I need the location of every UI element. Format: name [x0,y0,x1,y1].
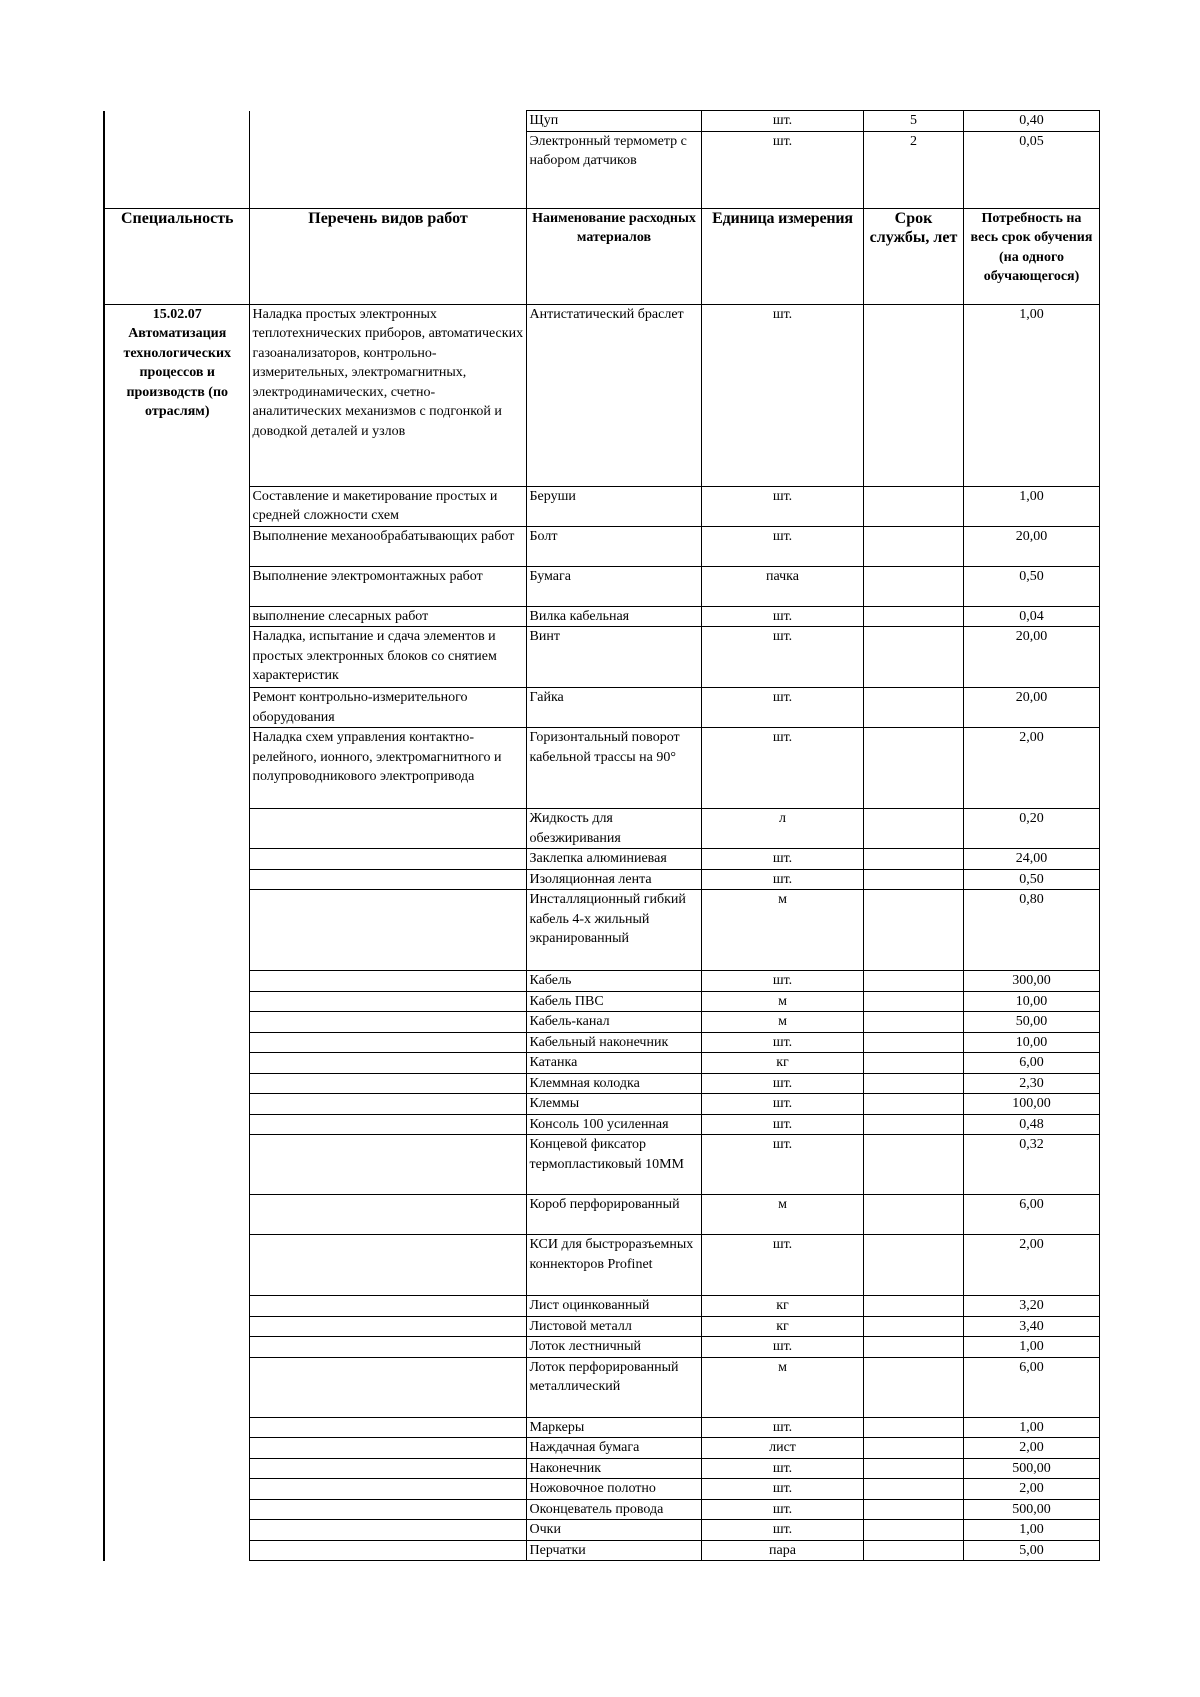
unit-cell: кг [701,1296,863,1317]
table-row [104,1235,1099,1296]
service-cell [863,566,963,606]
table-row [104,1499,1099,1520]
material-cell: Катанка [526,1053,701,1074]
need-cell: 0,20 [963,809,1099,849]
header-need: Потребность на весь срок обучения (на одного обучающегося) [963,208,1099,304]
unit-cell: шт. [701,971,863,992]
specialty-name: Автоматизация технологических процессов и производств (по отраслям) [123,326,232,419]
need-cell: 1,00 [963,1337,1099,1358]
works-cell-empty [249,1417,526,1438]
works-cell: Составление и макетирование простых и средней сложности схем [249,486,526,526]
material-cell: Листовой металл [526,1316,701,1337]
unit-cell: шт. [701,1417,863,1438]
works-cell-empty [249,1032,526,1053]
works-cell-empty [249,890,526,971]
need-cell: 1,00 [963,1417,1099,1438]
works-cell-empty [249,1520,526,1541]
table-row [104,1438,1099,1459]
need-cell: 1,00 [963,304,1099,486]
unit-cell: м [701,991,863,1012]
need-cell: 100,00 [963,1094,1099,1115]
service-cell [863,526,963,566]
table-row [104,991,1099,1012]
need-cell: 2,00 [963,1479,1099,1500]
works-cell-empty [249,1135,526,1195]
works-cell: Наладка простых электронных теплотехнических приборов, автоматических газоанализаторов, контрольно-измерительных, электромагнитных, электродинамических, счетно-аналитических механизмов с подгонкой и доводкой деталей и узлов [249,304,526,486]
unit-cell: шт. [701,869,863,890]
service-cell [863,1499,963,1520]
works-cell: Ремонт контрольно-измерительного оборудования [249,688,526,728]
works-cell-empty [249,1357,526,1417]
table-row [104,486,1099,526]
need-cell: 10,00 [963,991,1099,1012]
table-row [104,1540,1099,1561]
material-cell: Маркеры [526,1417,701,1438]
table-row [104,1520,1099,1541]
service-cell [863,1417,963,1438]
material-cell: Короб перфорированный [526,1195,701,1235]
material-cell: Вилка кабельная [526,606,701,627]
material-cell: Беруши [526,486,701,526]
works-cell-empty [249,1479,526,1500]
unit-cell: шт. [701,688,863,728]
service-cell [863,606,963,627]
service-cell [863,688,963,728]
need-cell: 2,00 [963,1438,1099,1459]
service-cell [863,1357,963,1417]
material-cell: Кабель ПВС [526,991,701,1012]
service-cell [863,1195,963,1235]
header-material: Наименование расходных материалов [526,208,701,304]
need-cell: 0,48 [963,1114,1099,1135]
table-row [104,1032,1099,1053]
table-row [104,1417,1099,1438]
need-cell: 2,30 [963,1073,1099,1094]
table-row [104,1316,1099,1337]
table-row [104,809,1099,849]
works-cell: Наладка, испытание и сдача элементов и простых электронных блоков со снятием характеристик [249,627,526,688]
material-cell: Изоляционная лента [526,869,701,890]
service-cell [863,1479,963,1500]
unit-cell: шт. [701,526,863,566]
works-cell: Наладка схем управления контактно-релейного, ионного, электромагнитного и полупроводникового электропривода [249,728,526,809]
unit-cell: лист [701,1438,863,1459]
unit-cell: шт. [701,1114,863,1135]
need-cell: 5,00 [963,1540,1099,1561]
service-cell [863,728,963,809]
material-cell: Концевой фиксатор термопластиковый 10ММ [526,1135,701,1195]
works-cell-empty [249,1438,526,1459]
table-row [104,971,1099,992]
material-cell: Лист оцинкованный [526,1296,701,1317]
unit-cell: шт. [701,131,863,208]
material-cell: Заклепка алюминиевая [526,849,701,870]
material-cell: Лоток перфорированный металлический [526,1357,701,1417]
header-specialty: Специальность [104,208,249,304]
works-cell-empty [249,1499,526,1520]
material-cell: Кабель-канал [526,1012,701,1033]
need-cell: 300,00 [963,971,1099,992]
need-cell: 20,00 [963,526,1099,566]
material-cell: Кабельный наконечник [526,1032,701,1053]
service-cell [863,1235,963,1296]
service-cell [863,1135,963,1195]
service-cell [863,1094,963,1115]
service-cell [863,1296,963,1317]
service-cell [863,1012,963,1033]
need-cell: 0,05 [963,131,1099,208]
material-cell: Ножовочное полотно [526,1479,701,1500]
service-cell [863,1337,963,1358]
table-row [104,131,1099,208]
unit-cell: шт. [701,1499,863,1520]
material-cell: Болт [526,526,701,566]
specialty-cell [104,304,249,1561]
works-cell-empty [249,131,526,208]
table-row [104,1458,1099,1479]
service-cell: 2 [863,131,963,208]
service-cell [863,627,963,688]
need-cell: 0,32 [963,1135,1099,1195]
unit-cell: шт. [701,111,863,132]
table-row [104,849,1099,870]
header-works: Перечень видов работ [249,208,526,304]
works-cell-empty [249,1540,526,1561]
material-cell: Винт [526,627,701,688]
material-cell: Жидкость для обезжиривания [526,809,701,849]
service-cell [863,890,963,971]
table-row [104,526,1099,566]
works-cell-empty [249,1337,526,1358]
header-unit: Единица измерения [701,208,863,304]
unit-cell: шт. [701,1458,863,1479]
works-cell-empty [249,1316,526,1337]
material-cell: Клеммная колодка [526,1073,701,1094]
unit-cell: шт. [701,1337,863,1358]
works-cell-empty [249,1458,526,1479]
material-cell: Оконцеватель провода [526,1499,701,1520]
works-cell-empty [249,1235,526,1296]
unit-cell: шт. [701,1135,863,1195]
table-row [104,1296,1099,1317]
table-row [104,1195,1099,1235]
unit-cell: м [701,1357,863,1417]
table-row [104,890,1099,971]
works-cell: выполнение слесарных работ [249,606,526,627]
unit-cell: шт. [701,728,863,809]
materials-table [103,110,1100,1561]
need-cell: 6,00 [963,1195,1099,1235]
unit-cell: м [701,890,863,971]
service-cell [863,849,963,870]
unit-cell: кг [701,1316,863,1337]
material-cell: Очки [526,1520,701,1541]
unit-cell: кг [701,1053,863,1074]
table-row [104,1337,1099,1358]
service-cell [863,869,963,890]
material-cell: КСИ для быстроразъемных коннекторов Profinet [526,1235,701,1296]
need-cell: 500,00 [963,1458,1099,1479]
unit-cell: шт. [701,486,863,526]
need-cell: 0,80 [963,890,1099,971]
works-cell-empty [249,1012,526,1033]
table-row [104,1053,1099,1074]
need-cell: 0,50 [963,566,1099,606]
need-cell: 500,00 [963,1499,1099,1520]
works-cell-empty [249,1114,526,1135]
service-cell [863,1520,963,1541]
need-cell: 10,00 [963,1032,1099,1053]
need-cell: 3,40 [963,1316,1099,1337]
service-cell [863,991,963,1012]
material-cell: Бумага [526,566,701,606]
table-row [104,1012,1099,1033]
material-cell: Антистатический браслет [526,304,701,486]
need-cell: 2,00 [963,728,1099,809]
unit-cell: м [701,1012,863,1033]
works-cell: Выполнение механообрабатывающих работ [249,526,526,566]
works-cell-empty [249,991,526,1012]
works-cell-empty [249,1296,526,1317]
unit-cell: шт. [701,1073,863,1094]
works-cell-empty [249,809,526,849]
table-row [104,627,1099,688]
material-cell: Клеммы [526,1094,701,1115]
need-cell: 1,00 [963,486,1099,526]
specialty-code: 15.02.07 [152,306,202,322]
table-row [104,688,1099,728]
specialty-cell-empty [104,131,249,208]
specialty-cell-empty [104,111,249,132]
need-cell: 0,04 [963,606,1099,627]
need-cell: 0,40 [963,111,1099,132]
table-row [104,1094,1099,1115]
unit-cell: шт. [701,1235,863,1296]
unit-cell: шт. [701,1479,863,1500]
need-cell: 0,50 [963,869,1099,890]
table-row [104,111,1099,132]
table-row [104,869,1099,890]
service-cell [863,304,963,486]
works-cell-empty [249,1094,526,1115]
need-cell: 20,00 [963,627,1099,688]
need-cell: 2,00 [963,1235,1099,1296]
table-row [104,1073,1099,1094]
service-cell [863,1073,963,1094]
works-cell-empty [249,1053,526,1074]
table-row [104,304,1099,486]
unit-cell: шт. [701,1520,863,1541]
need-cell: 6,00 [963,1357,1099,1417]
material-cell: Щуп [526,111,701,132]
service-cell: 5 [863,111,963,132]
need-cell: 6,00 [963,1053,1099,1074]
service-cell [863,1032,963,1053]
material-cell: Лоток лестничный [526,1337,701,1358]
unit-cell: шт. [701,606,863,627]
service-cell [863,486,963,526]
unit-cell: шт. [701,849,863,870]
material-cell: Горизонтальный поворот кабельной трассы на 90° [526,728,701,809]
service-cell [863,1438,963,1459]
service-cell [863,809,963,849]
service-cell [863,1053,963,1074]
table-row [104,1357,1099,1417]
need-cell: 50,00 [963,1012,1099,1033]
unit-cell: пачка [701,566,863,606]
service-cell [863,1114,963,1135]
need-cell: 24,00 [963,849,1099,870]
service-cell [863,1458,963,1479]
unit-cell: шт. [701,304,863,486]
unit-cell: шт. [701,627,863,688]
works-cell-empty [249,971,526,992]
material-cell: Гайка [526,688,701,728]
unit-cell: пара [701,1540,863,1561]
unit-cell: шт. [701,1032,863,1053]
works-cell-empty [249,1073,526,1094]
table-row [104,606,1099,627]
table-row [104,566,1099,606]
works-cell-empty [249,1195,526,1235]
table-row [104,728,1099,809]
works-cell: Выполнение электромонтажных работ [249,566,526,606]
material-cell: Наждачная бумага [526,1438,701,1459]
table-row [104,1479,1099,1500]
works-cell-empty [249,111,526,132]
material-cell: Электронный термометр с набором датчиков [526,131,701,208]
material-cell: Наконечник [526,1458,701,1479]
service-cell [863,971,963,992]
service-cell [863,1316,963,1337]
material-cell: Консоль 100 усиленная [526,1114,701,1135]
need-cell: 3,20 [963,1296,1099,1317]
need-cell: 20,00 [963,688,1099,728]
header-service: Срок службы, лет [863,208,963,304]
works-cell-empty [249,869,526,890]
need-cell: 1,00 [963,1520,1099,1541]
material-cell: Перчатки [526,1540,701,1561]
header-row [104,208,1099,304]
unit-cell: шт. [701,1094,863,1115]
unit-cell: л [701,809,863,849]
table-row [104,1135,1099,1195]
service-cell [863,1540,963,1561]
material-cell: Кабель [526,971,701,992]
table-row [104,1114,1099,1135]
material-cell: Инсталляционный гибкий кабель 4-х жильный экранированный [526,890,701,971]
unit-cell: м [701,1195,863,1235]
works-cell-empty [249,849,526,870]
